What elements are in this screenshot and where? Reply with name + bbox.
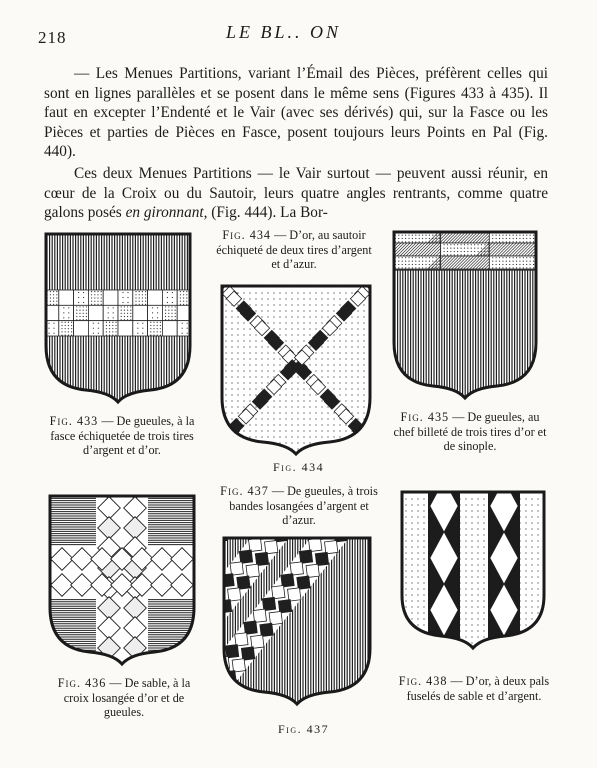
caption-fig-433-text: — De gueules, à la fasce échiquetée de trois tires d’argent et d’or.	[50, 414, 195, 458]
caption-fig-437-text: — De gueules, à trois bandes losangées d’argent et d’azur.	[229, 484, 378, 528]
running-title: LE BL.. ON	[226, 22, 342, 42]
caption-fig-435-text: — De gueules, au chef billeté de trois tires d’or et de sinople.	[393, 410, 547, 454]
label-fig-437: Fig. 437	[278, 722, 330, 736]
paragraph-2: Ces deux Menues Partitions — le Vair surtout — peuvent aussi réunir, en cœur de la Croix ou du Sautoir, leurs quatre angles rentrants, comme quatre galons posés en gironnant, (Fig. 444). La Bor-	[44, 164, 548, 222]
caption-fig-437	[220, 484, 378, 528]
page-number: 218	[38, 28, 67, 47]
shield-fig-433	[44, 232, 192, 404]
caption-fig-434-text: — D’or, au sautoir échiqueté de deux tires d’argent et d’azur.	[216, 228, 372, 272]
caption-fig-436-number: Fig. 436	[57, 676, 107, 690]
shield-fig-438	[400, 490, 546, 650]
paragraph-1: — Les Menues Partitions, variant l’Émail des Pièces, préfèrent celles qui sont en lignes parallèles et se posent dans le même sens (Figures 433 à 435). Il faut en excepter l’Endenté et le Vair (avec ses dérivés) qui, sur la Fasce ou les Pièces et parties de Pièces en Fasce, posent toujours leurs Points en Pal (Fig. 440).	[44, 65, 548, 161]
shield-fig-434	[220, 284, 372, 456]
caption-fig-434	[214, 228, 374, 272]
shield-fig-435	[392, 230, 538, 400]
label-fig-434: Fig. 434	[273, 460, 325, 474]
caption-fig-435-number: Fig. 435	[400, 410, 450, 424]
caption-fig-438-number: Fig. 438	[398, 674, 448, 688]
shield-fig-437	[222, 536, 372, 706]
shield-fig-436	[48, 494, 196, 666]
caption-fig-438	[396, 674, 552, 703]
caption-fig-438-text: — D’or, à deux pals fuselés de sable et d’argent.	[406, 674, 550, 703]
caption-fig-433-number: Fig. 433	[49, 414, 99, 428]
caption-fig-433	[42, 414, 202, 458]
caption-fig-436-text: — De sable, à la croix losangée d’or et de gueules.	[63, 676, 191, 720]
caption-fig-434-number: Fig. 434	[222, 228, 272, 242]
body-text	[44, 64, 548, 223]
caption-fig-436	[44, 676, 204, 720]
caption-fig-437-number: Fig. 437	[220, 484, 269, 498]
caption-fig-435	[392, 410, 548, 454]
